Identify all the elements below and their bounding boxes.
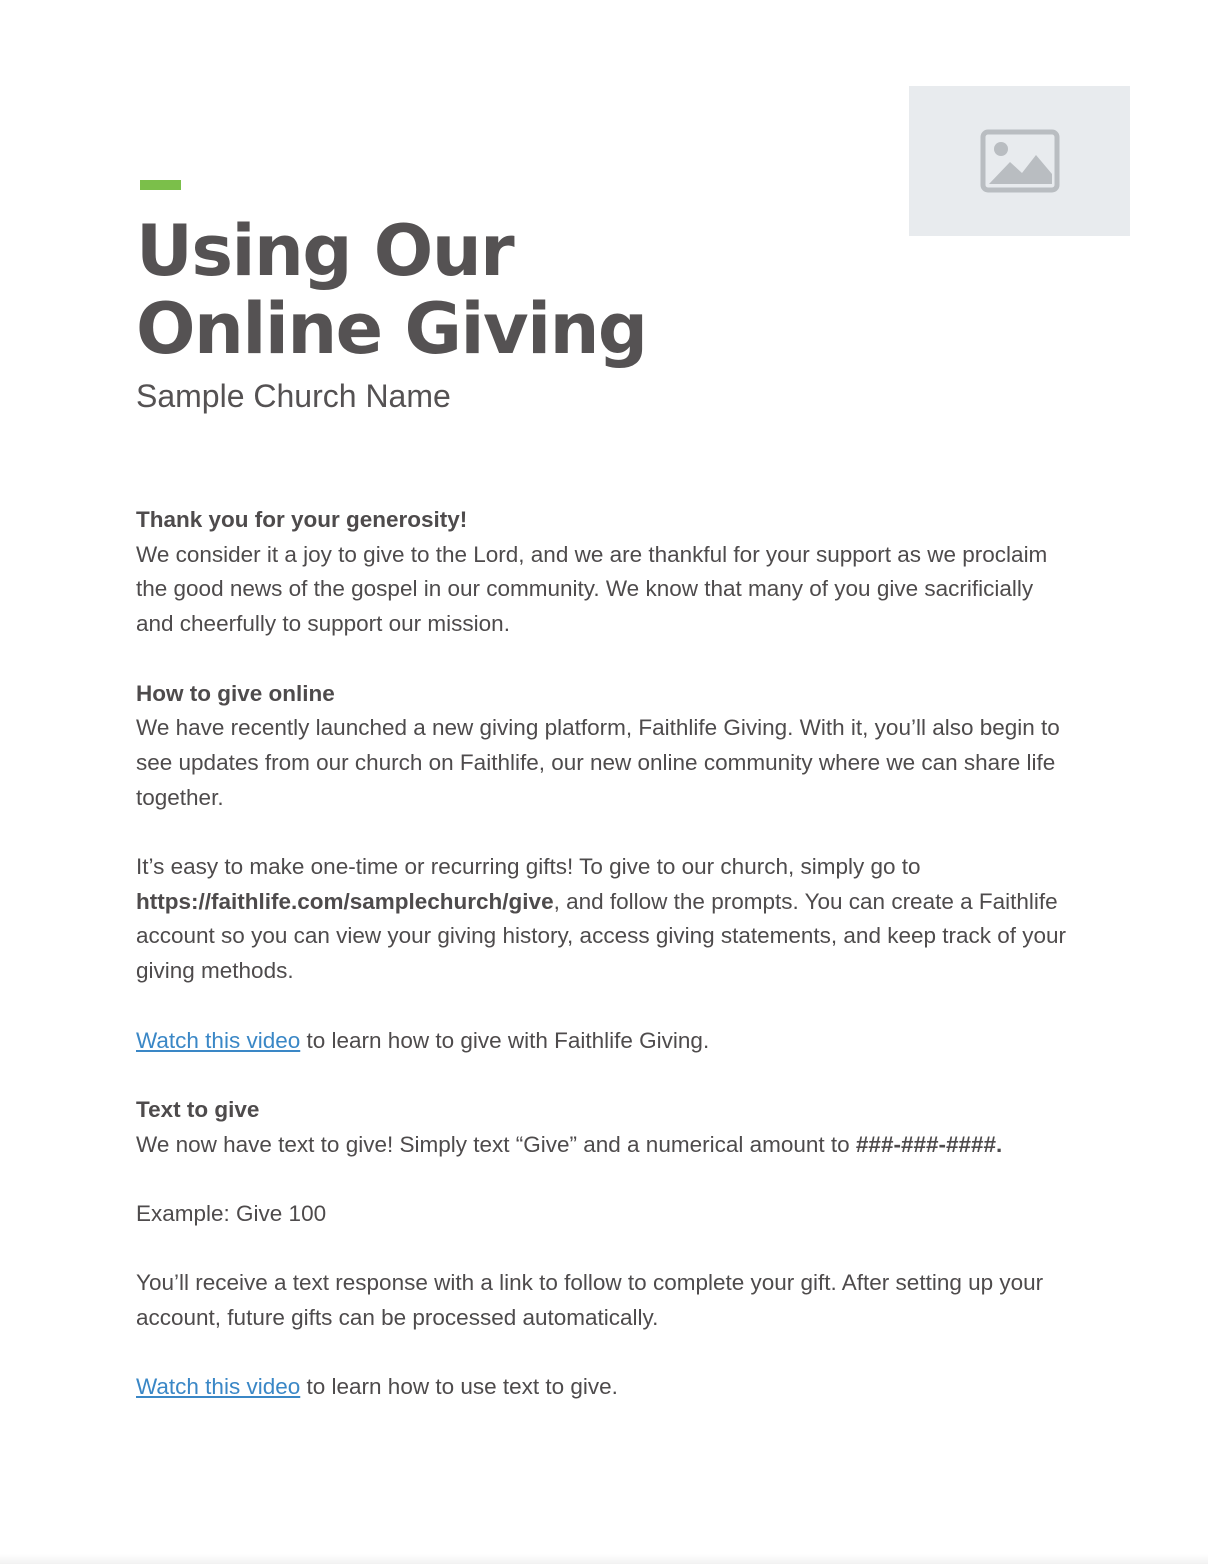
text-example: Example: Give 100	[136, 1200, 327, 1226]
giving-url: https://faithlife.com/samplechurch/give	[136, 888, 554, 914]
page-title	[136, 212, 647, 368]
watch-video-link-online[interactable]: Watch this video	[136, 1027, 301, 1053]
online-video-paragraph	[136, 1024, 1076, 1059]
document-body	[136, 503, 1076, 1440]
thanks-section	[136, 503, 1076, 642]
online-intro-text: It’s easy to make one-time or recurring gifts! To give to our church, simply go to	[136, 854, 921, 879]
thanks-heading: Thank you for your generosity!	[136, 507, 468, 532]
text-response: You’ll receive a text response with a link to follow to complete your gift. After setting up your account, future gifts can be processed automatically.	[136, 1270, 1044, 1331]
online-instructions	[136, 850, 1076, 989]
online-body: We have recently launched a new giving platform, Faithlife Giving. With it, you’ll also begin to see updates from our church on Faithlife, our new online community where we can share life together.	[136, 715, 1060, 810]
online-section	[136, 677, 1076, 816]
text-body: We now have text to give! Simply text “Give” and a numerical amount to	[136, 1131, 856, 1157]
online-video-text: to learn how to give with Faithlife Giving.	[300, 1027, 710, 1053]
title-line-1: Using Our	[136, 210, 514, 292]
thanks-body: We consider it a joy to give to the Lord, and we are thankful for your support as we proclaim the good news of the gospel in our community. We know that many of you give sacrificially and cheerfully to support our mission.	[136, 541, 1048, 637]
church-name: Sample Church Name	[136, 378, 451, 414]
image-placeholder-icon	[980, 129, 1060, 193]
image-placeholder	[909, 86, 1130, 236]
title-line-2: Online Giving	[136, 288, 647, 370]
text-video-paragraph	[136, 1370, 1076, 1405]
accent-bar	[140, 180, 181, 190]
text-number: ###-###-####.	[855, 1131, 1003, 1157]
online-rest-text: , and follow the prompts. You can create a Faithlife account so you can view your giving history, access giving statements, and keep track of your giving methods.	[136, 888, 1067, 984]
online-heading: How to give online	[136, 680, 335, 706]
text-video-text: to learn how to use text to give.	[300, 1374, 618, 1400]
watch-video-link-text[interactable]: Watch this video	[136, 1374, 301, 1400]
page-bottom-edge	[0, 1554, 1208, 1564]
text-heading: Text to give	[136, 1096, 260, 1122]
text-section	[136, 1093, 1076, 1162]
